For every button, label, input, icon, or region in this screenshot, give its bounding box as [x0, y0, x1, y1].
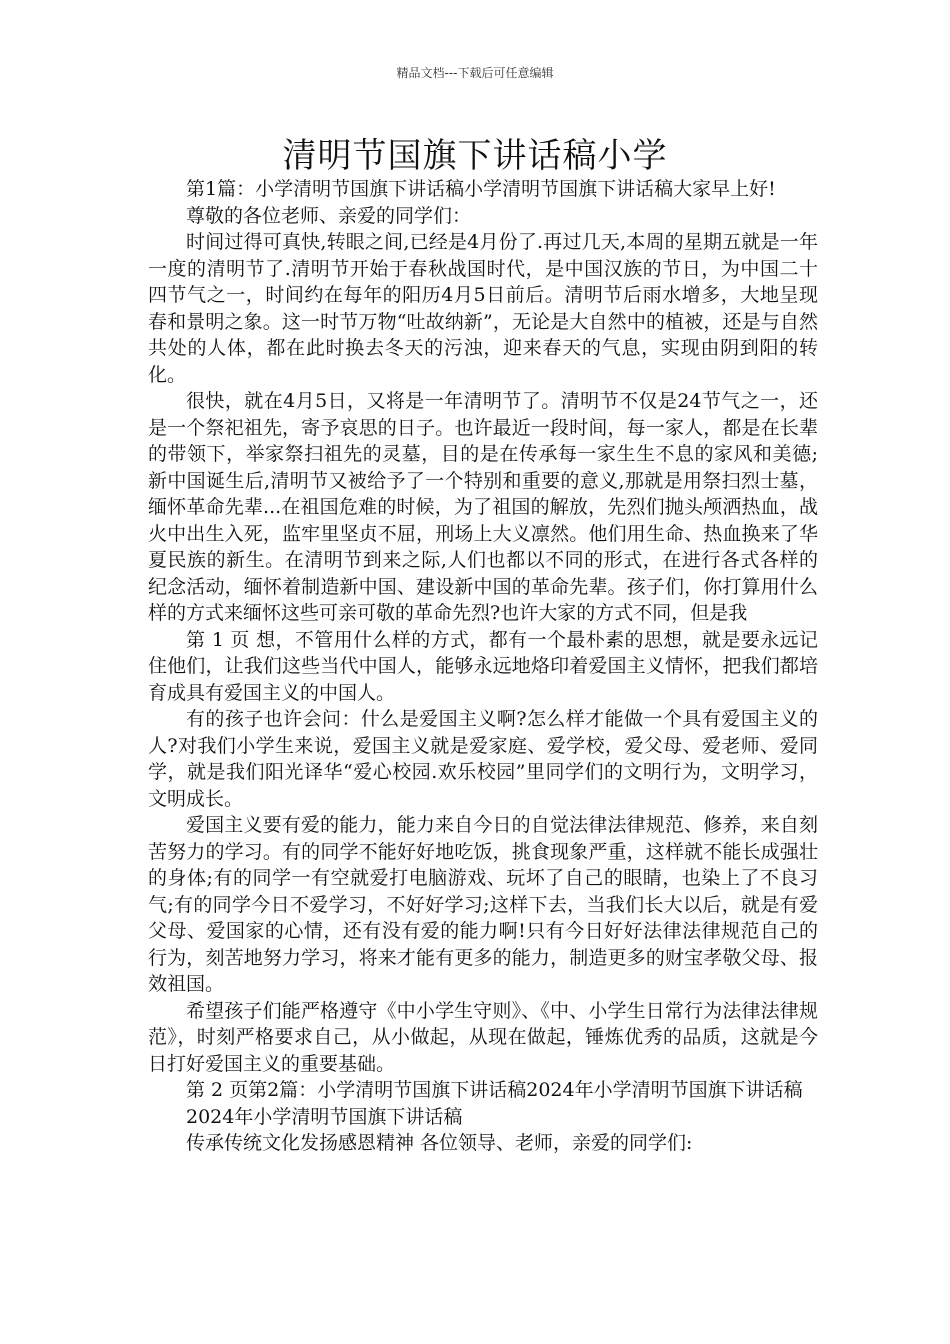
paragraph: 尊敬的各位老师、亲爱的同学们： — [186, 204, 472, 227]
paragraph: 爱国主义要有爱的能力，能力来自今日的自觉法律法律规范、修养，来自刻苦努力的学习。有的同学不能好好地吃饭，挑食现象严重，这样就不能长成强壮的身体;有的同学一有空就爱打电脑游戏、玩坏了自己的眼睛，也染上了不良习气;有的同学今日不爱学习，不好好学习;这样下去，当我们长大以后，就是有爱父母、爱国家的心情，还有没有爱的能力啊!只有今日好好法律法律规范自己的行为，刻苦地努力学习，将来才能有更多的能力，制造更多的财宝孝敬父母、报效祖国。 — [148, 814, 818, 995]
paragraph: 有的孩子也许会问：什么是爱国主义啊?怎么样才能做一个具有爱国主义的人?对我们小学生来说，爱国主义就是爱家庭、爱学校，爱父母、爱老师、爱同学，就是我们阳光译华“爱心校园.欢乐校园”里同学们的文明行为，文明学习，文明成长。 — [148, 708, 818, 810]
paragraph: 第1篇：小学清明节国旗下讲话稿小学清明节国旗下讲话稿大家早上好! — [186, 178, 776, 200]
paragraph: 很快，就在4月5日，又将是一年清明节了。清明节不仅是24节气之一，还是一个祭祀祖先，寄予哀思的日子。也许最近一段时间，每一家人，都是在长辈的带领下，举家祭扫祖先的灵墓，目的是在传承每一家生生不息的家风和美德;新中国诞生后,清明节又被给予了一个特别和重要的意义,那就是用祭扫烈士墓，缅怀革命先辈...在祖国危难的时候，为了祖国的解放，先烈们抛头颅洒热血，战火中出生入死，监牢里坚贞不屈，刑场上大义凛然。他们用生命、热血换来了华夏民族的新生。在清明节到来之际,人们也都以不同的形式，在进行各式各样的纪念活动，缅怀着制造新中国、建设新中国的革命先辈。孩子们，你打算用什么样的方式来缅怀这些可亲可敬的革命先烈?也许大家的方式不同，但是我 — [148, 390, 818, 624]
page-header: 精品文档---下载后可任意编辑 — [396, 66, 554, 80]
document-body — [148, 176, 818, 1157]
paragraph: 第 2 页第2篇：小学清明节国旗下讲话稿2024年小学清明节国旗下讲话稿 — [186, 1079, 803, 1101]
paragraph: 时间过得可真快,转眼之间,已经是4月份了.再过几天,本周的星期五就是一年一度的清明节了.清明节开始于春秋战国时代，是中国汉族的节日，为中国二十四节气之一，时间约在每年的阳历4月5日前后。清明节后雨水增多，大地呈现春和景明之象。这一时节万物“吐故纳新”，无论是大自然中的植被，还是与自然共处的人体，都在此时换去冬天的污浊，迎来春天的气息，实现由阴到阳的转化。 — [148, 231, 818, 386]
paragraph: 第 1 页 想，不管用什么样的方式，都有一个最朴素的思想，就是要永远记住他们，让我们这些当代中国人，能够永远地烙印着爱国主义情怀，把我们都培育成具有爱国主义的中国人。 — [148, 628, 818, 704]
paragraph: 2024年小学清明节国旗下讲话稿 — [186, 1105, 463, 1128]
document-title: 清明节国旗下讲话稿小学 — [282, 136, 668, 176]
paragraph: 希望孩子们能严格遵守《中小学生守则》、《中、小学生日常行为法律法律规范》，时刻严格要求自己，从小做起，从现在做起，锤炼优秀的品质，这就是今日打好爱国主义的重要基础。 — [148, 999, 818, 1075]
paragraph: 传承传统文化发扬感恩精神 各位领导、老师，亲爱的同学们: — [186, 1132, 693, 1154]
